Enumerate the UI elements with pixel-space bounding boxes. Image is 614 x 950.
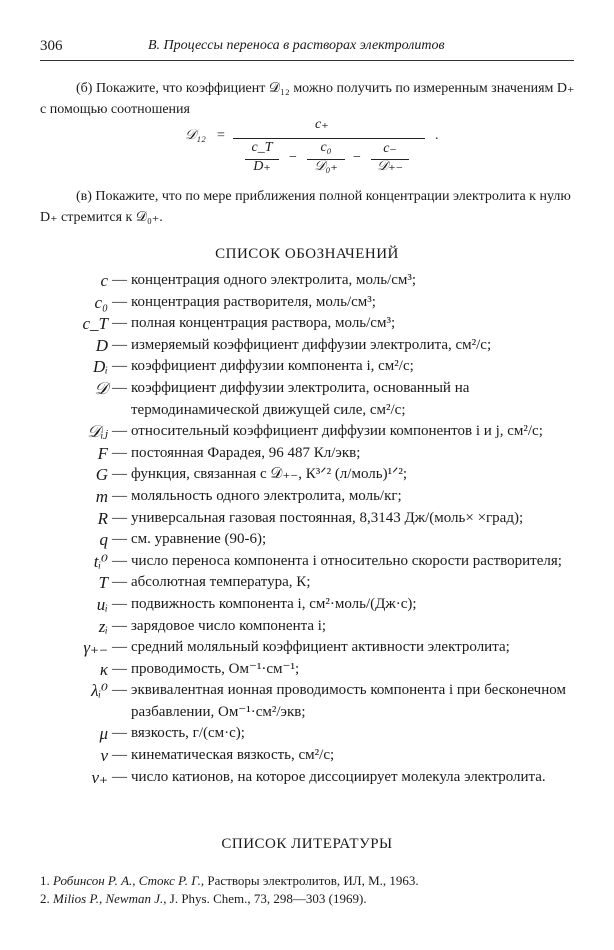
- minus-2: −: [353, 150, 361, 165]
- notation-dash: —: [112, 444, 127, 461]
- notation-dash: —: [112, 660, 127, 677]
- formula-numerator: c₊: [315, 117, 329, 132]
- notation-dash: —: [112, 768, 127, 785]
- notation-item: [40, 313, 580, 335]
- notation-item: [40, 464, 580, 486]
- term1-num: c_T: [251, 140, 273, 155]
- notation-item: [40, 572, 580, 594]
- notation-dash: —: [112, 574, 127, 591]
- notation-description: вязкость, г/(см·с);: [131, 725, 245, 742]
- term2-num: c₀: [320, 140, 332, 155]
- notation-dash: —: [112, 595, 127, 612]
- term3-den: 𝒟₊₋: [377, 159, 403, 174]
- notation-symbol: 𝒟: [94, 378, 108, 398]
- header-rule: [40, 60, 574, 61]
- notation-dash: —: [112, 466, 127, 483]
- notation-symbol: ν: [100, 746, 108, 766]
- notation-symbol: D: [95, 335, 108, 355]
- notation-symbol: γ₊₋: [83, 638, 108, 658]
- term3-bar: [371, 159, 409, 160]
- notation-item: [40, 723, 580, 745]
- notation-description: число катионов, на которое диссоциирует молекула электролита.: [131, 768, 546, 785]
- references-list: [40, 872, 580, 908]
- notation-dash: —: [112, 552, 127, 569]
- notation-description: число переноса компонента i относительно скорости растворителя;: [131, 552, 562, 569]
- notation-symbol: c_T: [82, 314, 108, 334]
- notation-description: средний моляльный коэффициент активности электролита;: [131, 639, 510, 656]
- notation-symbol: ν₊: [91, 767, 108, 787]
- notation-item: [40, 680, 580, 723]
- notation-description: коэффициент диффузии электролита, основанный на термодинамической движущей силе, см²/с;: [131, 379, 470, 418]
- notation-item: [40, 421, 580, 443]
- page-header: [40, 38, 574, 60]
- reference-number: 2.: [40, 891, 53, 906]
- reference-source: Растворы электролитов, ИЛ, М., 1963.: [204, 873, 419, 888]
- notation-description: универсальная газовая постоянная, 8,3143 Дж/(моль× ×град);: [131, 509, 524, 526]
- references-title: СПИСОК ЛИТЕРАТУРЫ: [221, 836, 393, 852]
- notation-dash: —: [112, 379, 127, 396]
- notation-item: [40, 616, 580, 638]
- notation-description: абсолютная температура, К;: [131, 574, 311, 591]
- notation-symbol: G: [95, 465, 108, 485]
- formula-main-bar: [233, 138, 425, 139]
- notation-dash: —: [112, 315, 127, 332]
- running-title: В. Процессы переноса в растворах электролитов: [148, 38, 445, 53]
- notation-item: [40, 270, 580, 292]
- notation-description: измеряемый коэффициент диффузии электролита, см²/с;: [131, 336, 492, 353]
- notation-title: СПИСОК ОБОЗНАЧЕНИЙ: [215, 246, 399, 262]
- formula-equals: =: [217, 128, 225, 143]
- term2-bar: [307, 159, 345, 160]
- notation-symbol: m: [95, 486, 108, 506]
- notation-symbol: c₀: [94, 292, 108, 312]
- notation-description: относительный коэффициент диффузии компонентов i и j, см²/с;: [131, 423, 543, 440]
- notation-description: функция, связанная с 𝒟₊₋, К³ᐟ² (л/моль)¹ᐟ²;: [131, 466, 408, 483]
- notation-description: концентрация одного электролита, моль/см³;: [131, 272, 417, 288]
- notation-dash: —: [112, 336, 127, 353]
- formula-period: .: [435, 128, 439, 143]
- problem-b: (б) Покажите, что коэффициент 𝒟₁₂ можно получить по измеренным значениям D₊ с помощью соотношения: [40, 81, 575, 117]
- notation-dash: —: [112, 682, 127, 699]
- notation-description: кинематическая вязкость, см²/с;: [131, 747, 335, 764]
- notation-symbol: F: [97, 443, 108, 463]
- notation-dash: —: [112, 725, 127, 742]
- notation-dash: —: [112, 272, 127, 288]
- notation-item: [40, 767, 580, 789]
- notation-list: [40, 270, 580, 788]
- notation-dash: —: [112, 639, 127, 656]
- notation-item: [40, 551, 580, 573]
- notation-item: [40, 335, 580, 357]
- notation-symbol: μ: [99, 724, 108, 744]
- notation-symbol: T: [98, 573, 108, 593]
- notation-dash: —: [112, 358, 127, 375]
- notation-symbol: c: [100, 271, 108, 290]
- notation-item: [40, 508, 580, 530]
- notation-dash: —: [112, 293, 127, 310]
- problem-c: (в) Покажите, что по мере приближения полной концентрации электролита к нулю D₊ стремится к 𝒟₀₊.: [40, 189, 571, 225]
- notation-description: зарядовое число компонента i;: [131, 617, 327, 634]
- notation-item: [40, 637, 580, 659]
- term1-bar: [245, 159, 279, 160]
- notation-item: [40, 292, 580, 314]
- notation-symbol: q: [99, 530, 108, 550]
- notation-item: [40, 659, 580, 681]
- reference-authors: Milios P., Newman J.,: [53, 891, 167, 906]
- reference-authors: Робинсон Р. А., Стокс Р. Г.,: [53, 873, 205, 888]
- notation-dash: —: [112, 531, 127, 548]
- minus-1: −: [289, 150, 297, 165]
- notation-description: коэффициент диффузии компонента i, см²/с;: [131, 358, 414, 375]
- notation-item: [40, 378, 580, 421]
- formula-term3: [365, 140, 415, 176]
- notation-item: [40, 529, 580, 551]
- notation-description: эквивалентная ионная проводимость компонента i при бесконечном разбавлении, Ом⁻¹·см²/экв;: [131, 682, 566, 720]
- notation-description: полная концентрация раствора, моль/см³;: [131, 315, 396, 332]
- notation-symbol: R: [97, 508, 108, 528]
- notation-symbol: tᵢ⁰: [93, 551, 108, 571]
- notation-symbol: uᵢ: [96, 594, 108, 614]
- term3-num: c₋: [383, 141, 397, 156]
- notation-symbol: κ: [99, 659, 108, 679]
- term2-den: 𝒟₀₊: [314, 159, 338, 174]
- notation-item: [40, 486, 580, 508]
- reference-item: [40, 890, 580, 908]
- notation-description: проводимость, Ом⁻¹·см⁻¹;: [131, 660, 300, 677]
- notation-dash: —: [112, 423, 127, 440]
- notation-symbol: zᵢ: [98, 616, 108, 636]
- notation-dash: —: [112, 617, 127, 634]
- formula-lhs: 𝒟₁₂: [185, 128, 206, 143]
- formula-term1: [237, 140, 287, 176]
- notation-symbol: Dᵢ: [93, 357, 108, 377]
- notation-symbol: λᵢ⁰: [91, 681, 108, 701]
- reference-source: J. Phys. Chem., 73, 298—303 (1969).: [166, 891, 367, 906]
- notation-description: постоянная Фарадея, 96 487 Кл/экв;: [131, 444, 361, 461]
- notation-description: подвижность компонента i, см²·моль/(Дж·с);: [131, 595, 417, 612]
- reference-item: [40, 872, 580, 890]
- reference-number: 1.: [40, 873, 53, 888]
- notation-dash: —: [112, 509, 127, 526]
- notation-description: см. уравнение (90-6);: [131, 531, 267, 548]
- notation-description: концентрация растворителя, моль/см³;: [131, 293, 376, 310]
- notation-dash: —: [112, 487, 127, 504]
- notation-item: [40, 356, 580, 378]
- notation-dash: —: [112, 747, 127, 764]
- notation-item: [40, 594, 580, 616]
- notation-description: моляльность одного электролита, моль/кг;: [131, 487, 402, 504]
- page-number: 306: [40, 38, 63, 54]
- notation-item: [40, 745, 580, 767]
- notation-item: [40, 443, 580, 465]
- term1-den: D₊: [253, 159, 271, 174]
- formula-term2: [301, 140, 351, 176]
- formula: [185, 118, 445, 178]
- notation-symbol: 𝒟ᵢⱼ: [87, 422, 108, 442]
